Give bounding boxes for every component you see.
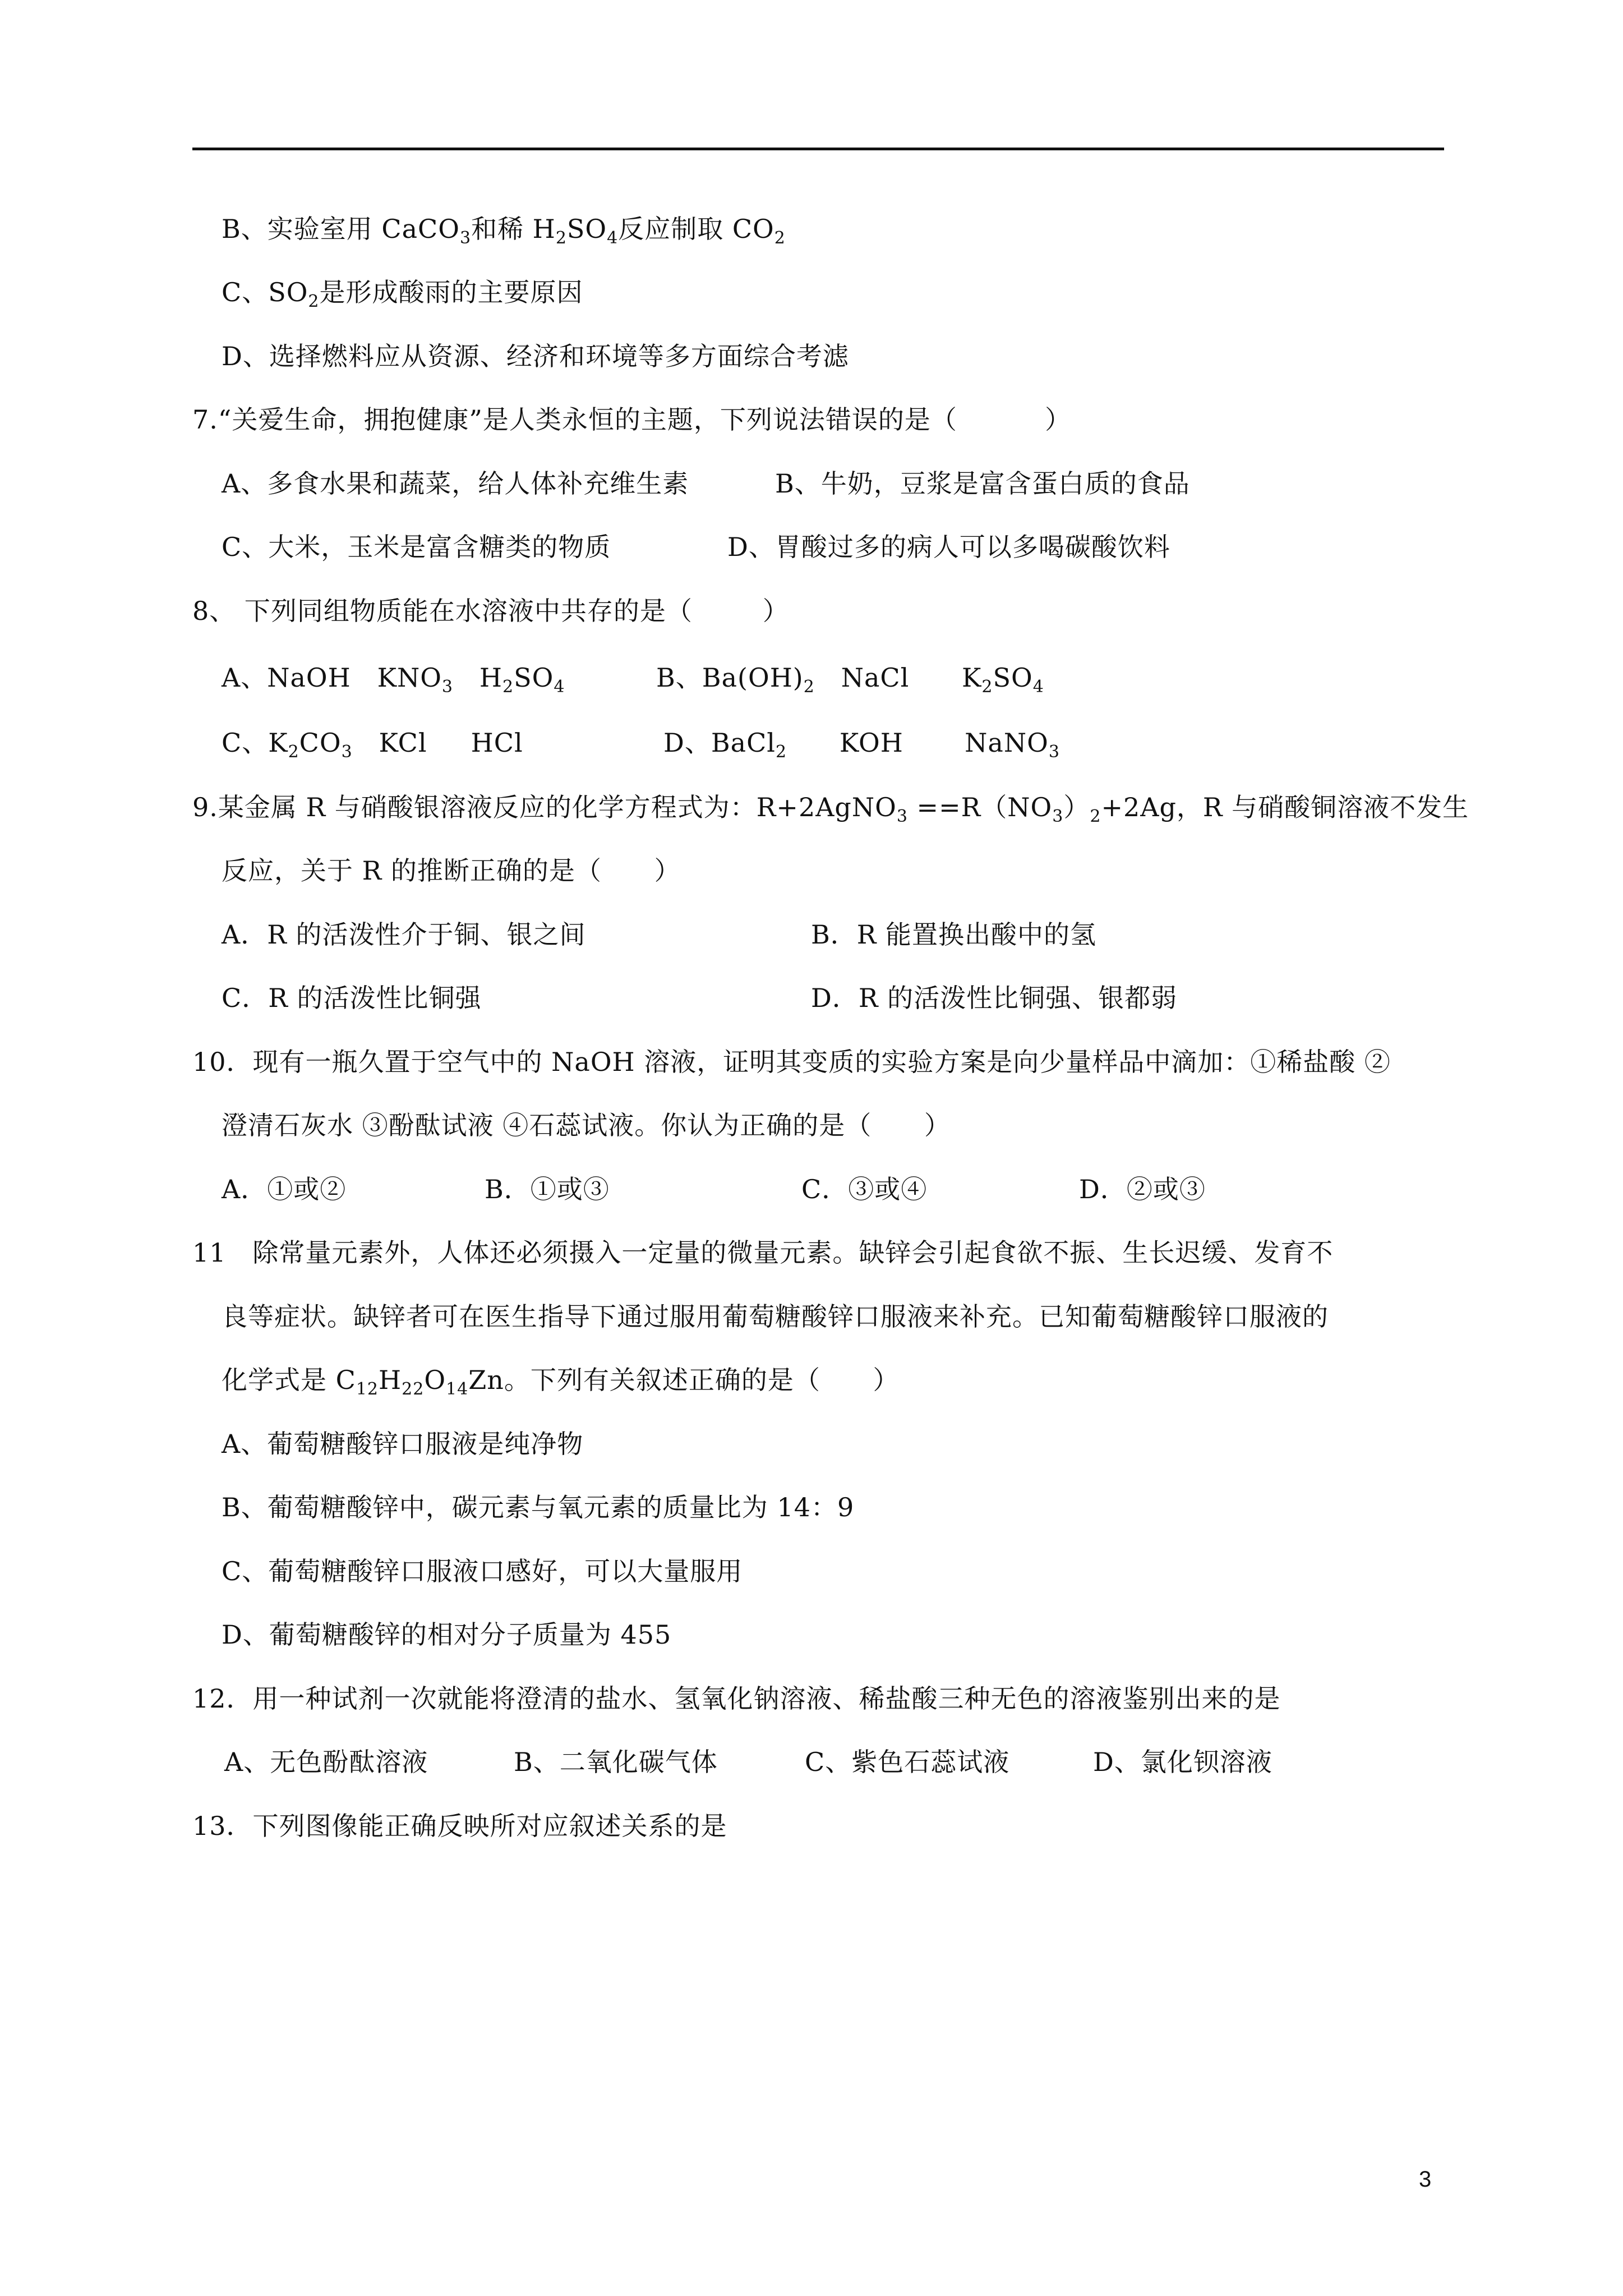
q12-option-a: A、无色酚酞溶液 (224, 1747, 428, 1777)
q11-stem-line-2: 良等症状。缺锌者可在医生指导下通过服用葡萄糖酸锌口服液来补充。已知葡萄糖酸锌口服液的 (222, 1301, 1329, 1332)
q6-option-c: C、$SO_2$是形成酸雨的主要原因 (222, 277, 583, 311)
q7-option-a: A、多食水果和蔬菜，给人体补充维生素 (222, 468, 689, 499)
q9-option-a: A．R 的活泼性介于铜、银之间 (222, 919, 586, 950)
q9-option-d: D．R 的活泼性比铜强、银都弱 (811, 983, 1178, 1013)
q7-option-c: C、大米，玉米是富含糖类的物质 (222, 532, 611, 562)
q10-option-c: C．③或④ (801, 1174, 928, 1204)
q9-option-b: B．R 能置换出酸中的氢 (811, 919, 1097, 950)
q7-option-b: B、牛奶，豆浆是富含蛋白质的食品 (775, 468, 1190, 499)
q12-stem: 12．用一种试剂一次就能将澄清的盐水、氢氧化钠溶液、稀盐酸三种无色的溶液鉴别出来的是 (192, 1683, 1281, 1714)
q11-option-d: D、葡萄糖酸锌的相对分子质量为 455 (222, 1619, 672, 1650)
q9-stem-line-1: 9.某金属 R 与硝酸银溶液反应的化学方程式为：R+2AgNO$_3$ $==R(NO_3)_2+2Ag$，R 与硝酸铜溶液不发生 (192, 792, 1469, 826)
q10-option-b: B．①或③ (485, 1174, 610, 1204)
q10-option-a: A．①或② (222, 1174, 347, 1204)
q9-stem-line-2: 反应，关于 R 的推断正确的是（ ） (222, 855, 681, 886)
q10-stem-line-2: 澄清石灰水 ③酚酞试液 ④石蕊试液。你认为正确的是（ ） (222, 1110, 951, 1140)
q8-option-c: C、$K_2CO_3$ KCl HCl (222, 728, 523, 762)
q11-option-b: B、葡萄糖酸锌中，碳元素与氧元素的质量比为 14：9 (222, 1492, 855, 1522)
q11-stem-line-3: 化学式是 $C_{12}H_{22}O_{14}Zn$。下列有关叙述正确的是（ ） (222, 1365, 900, 1399)
q11-option-a: A、葡萄糖酸锌口服液是纯净物 (222, 1429, 584, 1459)
q8-option-b: B、$Ba(OH)_2$ NaCl $K_2SO_4$ (656, 662, 1044, 697)
q7-option-d: D、胃酸过多的病人可以多喝碳酸饮料 (727, 532, 1170, 562)
q11-stem-line-1: 11 除常量元素外，人体还必须摄入一定量的微量元素。缺锌会引起食欲不振、生长迟缓、发育不 (192, 1237, 1334, 1268)
q8-option-a: A、NaOH $KNO_3$ $H_2SO_4$ (222, 662, 565, 697)
q11-option-c: C、葡萄糖酸锌口服液口感好，可以大量服用 (222, 1556, 743, 1586)
q10-stem-line-1: 10．现有一瓶久置于空气中的 NaOH 溶液，证明其变质的实验方案是向少量样品中滴加：①稀盐酸 ② (192, 1047, 1391, 1077)
q8-stem: 8、 下列同组物质能在水溶液中共存的是（ ） (192, 596, 789, 626)
q12-option-d: D、氯化钡溶液 (1093, 1747, 1272, 1777)
q6-option-d: D、选择燃料应从资源、经济和环境等多方面综合考滤 (222, 341, 849, 371)
q12-option-b: B、二氧化碳气体 (514, 1747, 718, 1777)
q12-option-c: C、紫色石蕊试液 (805, 1747, 1010, 1777)
page-number: 3 (1419, 2167, 1432, 2192)
q8-option-d: D、BaCl$_2$ KOH NaNO$_3$ (663, 728, 1060, 762)
header-rule (192, 148, 1444, 150)
q10-option-d: D．②或③ (1079, 1174, 1206, 1204)
q13-stem: 13．下列图像能正确反映所对应叙述关系的是 (192, 1811, 727, 1841)
q7-stem: 7.“关爱生命，拥抱健康”是人类永恒的主题，下列说法错误的是（ ） (192, 404, 1072, 435)
q6-option-b: B、实验室用 CaCO$_3$和稀 $H_2SO_4$反应制取 $CO_2$ (222, 214, 786, 248)
q9-option-c: C．R 的活泼性比铜强 (222, 983, 482, 1013)
